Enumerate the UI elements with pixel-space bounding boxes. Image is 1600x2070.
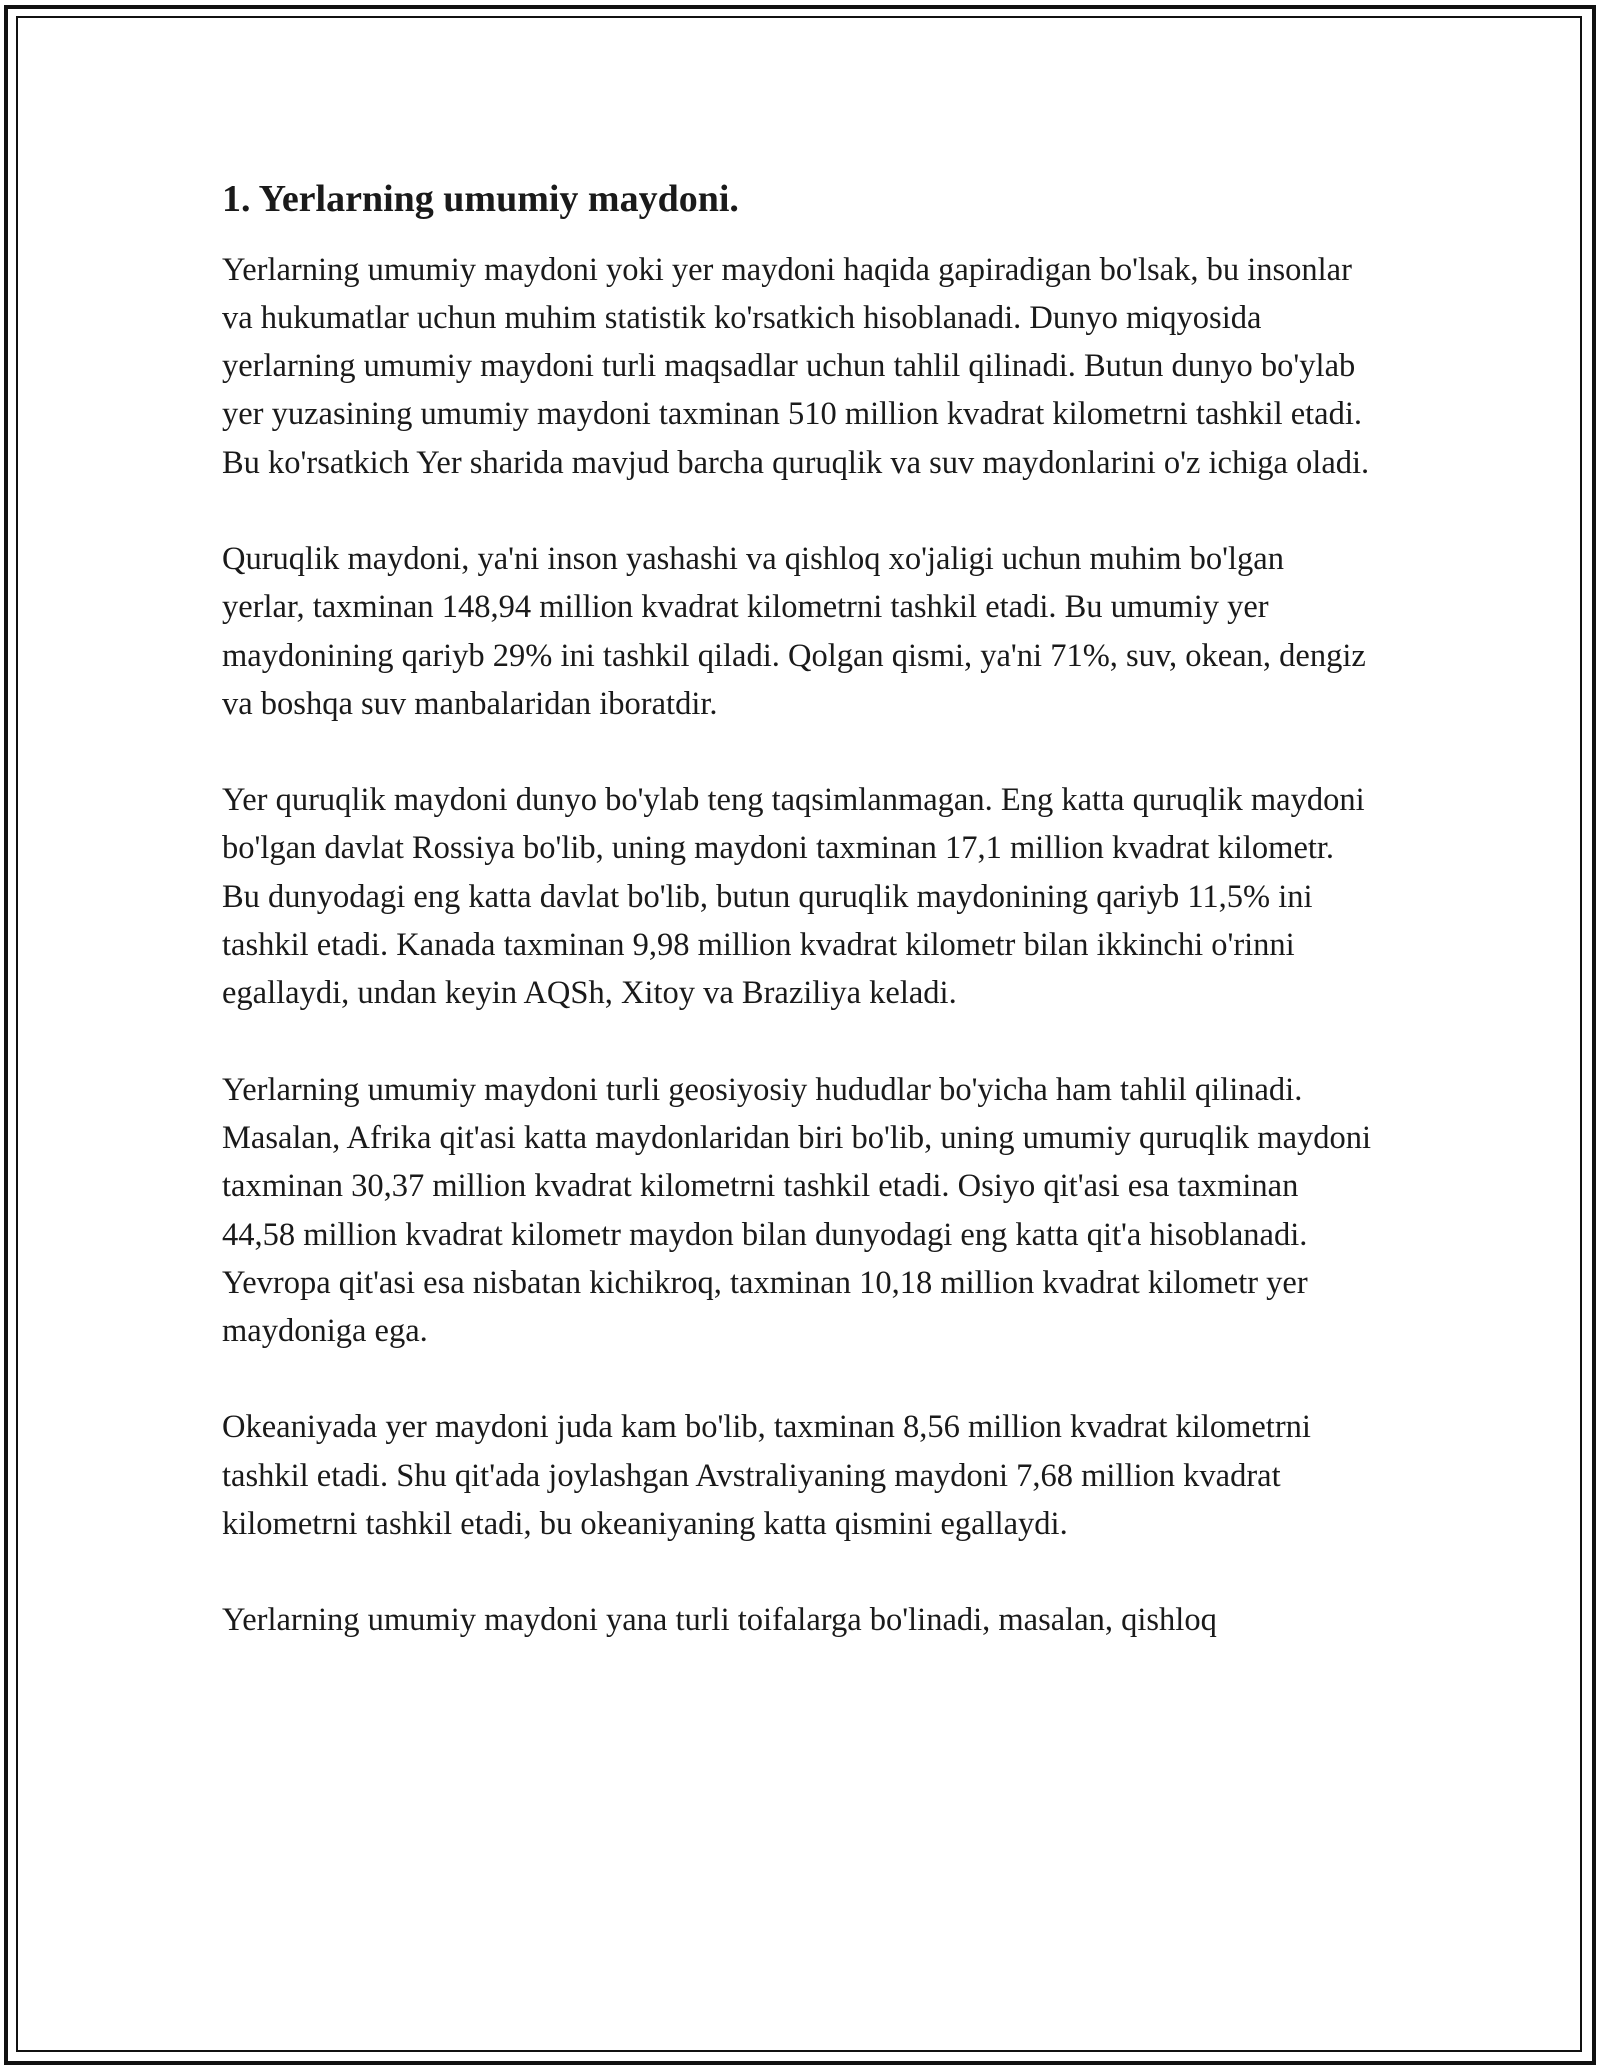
paragraph-6: Yerlarning umumiy maydoni yana turli toifalarga bo'linadi, masalan, qishloq [222, 1602, 1217, 1639]
section-heading: 1. Yerlarning umumiy maydoni. [222, 178, 739, 220]
paragraph-3: Yer quruqlik maydoni dunyo bo'ylab teng taqsimlanmagan. Eng katta quruqlik maydoni bo'lgan davlat Rossiya bo'lib, uning maydoni taxminan 17,1 million kvadrat kilometr. Bu dunyodagi eng katta davlat bo'lib, butun quruqlik maydonining qariyb 11,5% ini tashkil etadi. Kanada taxminan 9,98 million kvadrat kilometr bilan ikkinchi o'rinni egallaydi, undan keyin AQSh, Xitoy va Braziliya keladi. [222, 782, 1365, 1012]
document-body [222, 176, 1372, 1693]
paragraph-5: Okeaniyada yer maydoni juda kam bo'lib, taxminan 8,56 million kvadrat kilometrni tashkil etadi. Shu qit'ada joylashgan Avstraliyaning maydoni 7,68 million kvadrat kilometrni tashkil etadi, bu okeaniyaning katta qismini egallaydi. [222, 1409, 1311, 1543]
paragraph-2: Quruqlik maydoni, ya'ni inson yashashi va qishloq xo'jaligi uchun muhim bo'lgan yerlar, taxminan 148,94 million kvadrat kilometrni tashkil etadi. Bu umumiy yer maydonining qariyb 29% ini tashkil qiladi. Qolgan qismi, ya'ni 71%, suv, okean, dengiz va boshqa suv manbalaridan iboratdir. [222, 540, 1366, 722]
paragraph-1: Yerlarning umumiy maydoni yoki yer maydoni haqida gapiradigan bo'lsak, bu insonlar va hukumatlar uchun muhim statistik ko'rsatkich hisoblanadi. Dunyo miqyosida yerlarning umumiy maydoni turli maqsadlar uchun tahlil qilinadi. Butun dunyo bo'ylab yer yuzasining umumiy maydoni taxminan 510 million kvadrat kilometrni tashkil etadi. Bu ko'rsatkich Yer sharida mavjud barcha quruqlik va suv maydonlarini o'z ichiga oladi. [222, 251, 1370, 481]
paragraph-4: Yerlarning umumiy maydoni turli geosiyosiy hududlar bo'yicha ham tahlil qilinadi. Masalan, Afrika qit'asi katta maydonlaridan biri bo'lib, uning umumiy quruqlik maydoni taxminan 30,37 million kvadrat kilometrni tashkil etadi. Osiyo qit'asi esa taxminan 44,58 million kvadrat kilometr maydon bilan dunyodagi eng katta qit'a hisoblanadi. Yevropa qit'asi esa nisbatan kichikroq, taxminan 10,18 million kvadrat kilometr yer maydoniga ega. [222, 1071, 1372, 1350]
